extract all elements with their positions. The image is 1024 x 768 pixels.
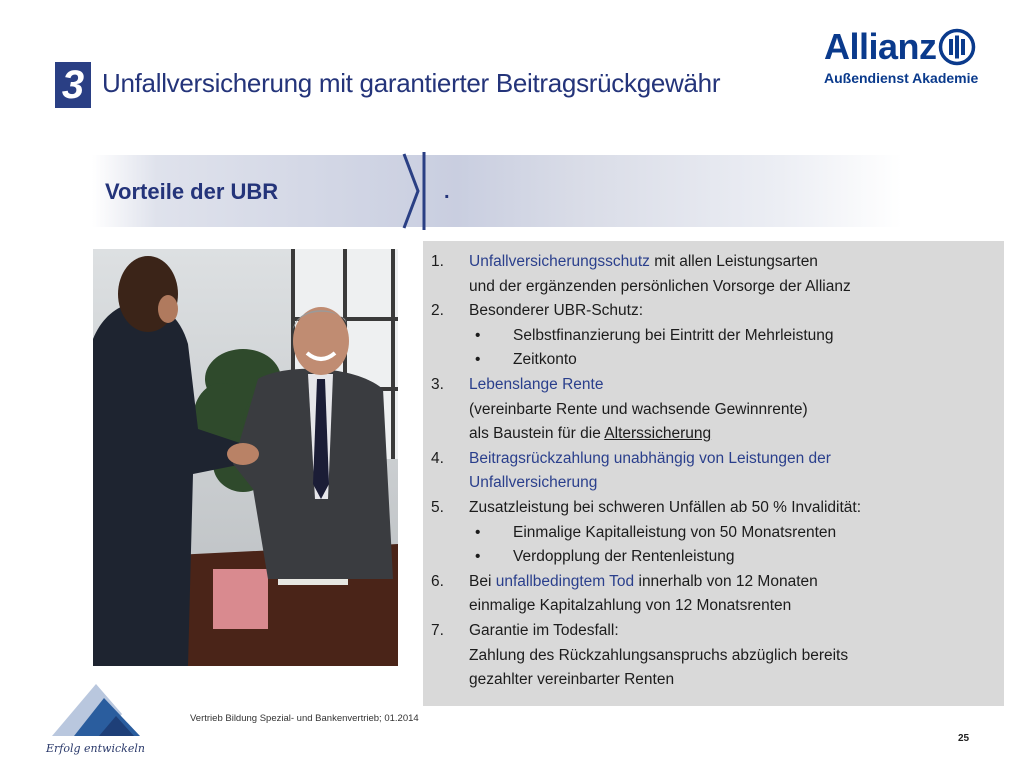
bullet-item bbox=[431, 348, 997, 373]
bullet-text: Verdopplung der Rentenleistung bbox=[513, 548, 735, 566]
text-segment: Garantie im Todesfall: bbox=[469, 621, 619, 639]
text-segment: unfallbedingtem Tod bbox=[495, 572, 635, 590]
bullet-text: Einmalige Kapitalleistung von 50 Monatsrenten bbox=[513, 523, 837, 541]
allianz-eagle-icon bbox=[938, 28, 976, 66]
list-item-continuation bbox=[431, 644, 997, 669]
footer-logo-icon bbox=[44, 676, 149, 756]
list-item-continuation bbox=[431, 422, 997, 447]
list-item-text bbox=[469, 373, 603, 398]
page-number: 25 bbox=[958, 733, 970, 744]
list-item-text bbox=[469, 570, 818, 595]
band-title: Vorteile der UBR bbox=[105, 179, 279, 204]
bullet-text: Selbstfinanzierung bei Eintritt der Mehrleistung bbox=[513, 326, 834, 344]
bullet-icon: • bbox=[475, 523, 481, 541]
list-item bbox=[431, 570, 997, 595]
list-item-text bbox=[469, 496, 861, 521]
list-item-number: 4. bbox=[431, 449, 444, 467]
list-item bbox=[431, 447, 997, 472]
text-segment: als Baustein für die bbox=[469, 425, 605, 443]
logo-brand-name: Allianz bbox=[824, 26, 937, 67]
text-segment: Unfallversicherungsschutz bbox=[469, 253, 650, 270]
bullet-item bbox=[431, 545, 997, 570]
footer-slogan: Erfolg entwickeln bbox=[46, 742, 145, 755]
text-segment: Besonderer UBR-Schutz: bbox=[469, 302, 644, 320]
text-segment: und der ergänzenden persönlichen Vorsorge der Allianz bbox=[469, 277, 851, 295]
list-item-text bbox=[469, 398, 808, 423]
list-item-number: 5. bbox=[431, 498, 444, 516]
list-item bbox=[431, 250, 997, 275]
bullet-item bbox=[431, 324, 997, 349]
bullet-item bbox=[431, 521, 997, 546]
bullet-icon: • bbox=[475, 351, 481, 369]
list-item bbox=[431, 619, 997, 644]
slide-title: Unfallversicherung mit garantierter Beitragsrückgewähr bbox=[102, 68, 721, 98]
footer-text: Vertrieb Bildung Spezial- und Bankenvertrieb; 01.2014 bbox=[190, 713, 419, 724]
list-item-text bbox=[469, 250, 818, 275]
handshake-photo bbox=[93, 249, 398, 666]
list-item-number: 7. bbox=[431, 621, 444, 639]
text-segment: Zusatzleistung bei schweren Unfällen ab 50 % Invalidität: bbox=[469, 498, 862, 516]
list-item-continuation bbox=[431, 471, 997, 496]
text-segment: Unfallversicherung bbox=[469, 474, 598, 492]
list-item-text bbox=[469, 471, 597, 496]
list-item-text bbox=[469, 447, 831, 472]
text-segment: Alterssicherung bbox=[604, 425, 712, 443]
list-item-text bbox=[469, 299, 643, 324]
text-segment: einmalige Kapitalzahlung von 12 Monatsrenten bbox=[469, 597, 792, 615]
text-segment: mit allen Leistungsarten bbox=[649, 253, 818, 270]
list-item-continuation bbox=[431, 275, 997, 300]
allianz-logo bbox=[820, 26, 980, 88]
list-item bbox=[431, 299, 997, 324]
chevron-divider-icon bbox=[398, 152, 432, 230]
list-item-text bbox=[469, 275, 851, 300]
list-item-text bbox=[469, 668, 674, 693]
text-segment: gezahlter vereinbarter Renten bbox=[469, 671, 675, 689]
benefits-list bbox=[431, 250, 997, 693]
text-segment: Zahlung des Rückzahlungsanspruchs abzüglich bereits bbox=[469, 646, 849, 664]
list-item-text bbox=[469, 644, 848, 669]
list-item bbox=[431, 373, 997, 398]
list-item-text bbox=[469, 422, 711, 447]
bullet-icon: • bbox=[475, 326, 481, 344]
list-item bbox=[431, 496, 997, 521]
text-segment: Bei bbox=[469, 572, 496, 590]
section-number-badge: 3 bbox=[55, 62, 91, 108]
bullet-icon: • bbox=[475, 548, 481, 566]
text-segment: Lebenslange Rente bbox=[469, 375, 604, 393]
list-item-continuation bbox=[431, 398, 997, 423]
list-item-number: 1. bbox=[431, 253, 444, 270]
logo-subtitle: Außendienst Akademie bbox=[824, 70, 979, 86]
list-item-number: 2. bbox=[431, 302, 444, 320]
list-item-number: 3. bbox=[431, 375, 444, 393]
list-item-continuation bbox=[431, 594, 997, 619]
list-item-number: 6. bbox=[431, 572, 444, 590]
bullet-text: Zeitkonto bbox=[513, 351, 577, 369]
text-segment: innerhalb von 12 Monaten bbox=[634, 572, 818, 590]
list-item-continuation bbox=[431, 668, 997, 693]
list-item-text bbox=[469, 619, 619, 644]
band-right-text: . bbox=[444, 181, 450, 203]
text-segment: (vereinbarte Rente und wachsende Gewinnrente) bbox=[469, 400, 808, 418]
text-segment: Beitragsrückzahlung unabhängig von Leistungen der bbox=[469, 449, 831, 467]
list-item-text bbox=[469, 594, 791, 619]
